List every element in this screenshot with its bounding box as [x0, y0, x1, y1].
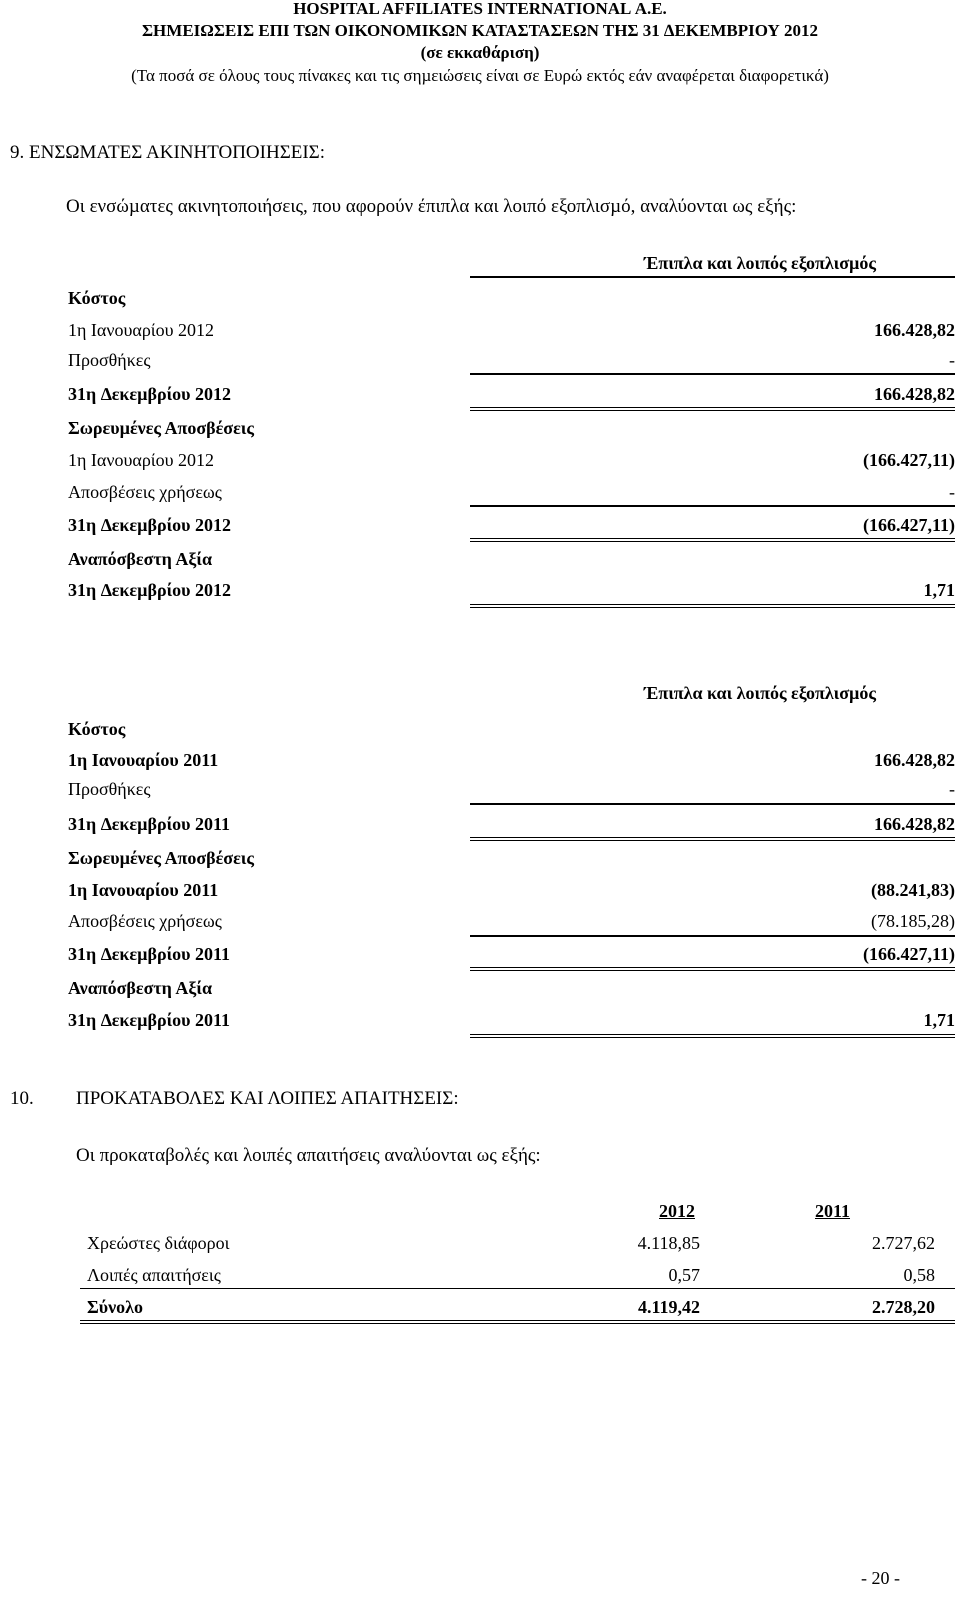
total-label: Σύνολο — [87, 1297, 143, 1317]
row-label: 31η ∆εκεµβρίου 2012 — [68, 384, 232, 404]
value-2011: 0,58 — [903, 1265, 935, 1285]
double-rule-bottom — [470, 541, 955, 542]
row-label: 1η Ιανουαρίου 2012 — [68, 450, 215, 470]
section-10-heading: ΠΡΟΚΑΤΑΒΟΛΕΣ ΚΑΙ ΛΟΙΠΕΣ ΑΠΑΙΤΗΣΕΙΣ: — [76, 1088, 459, 1109]
row-label: Σωρευµένες Αποσβέσεις — [68, 848, 254, 868]
row-value: 166.428,82 — [874, 814, 955, 834]
column-header-2011: 2011 — [814, 1201, 850, 1221]
section-9-intro: Οι ενσώµατες ακινητοποιήσεις, που αφορούν έπιπλα και λοιπό εξοπλισµό, αναλύονται ως εξής: — [66, 196, 797, 217]
column-title: Έπιπλα και λοιπός εξοπλισµός — [643, 253, 877, 273]
row-value: (166.427,11) — [863, 515, 955, 535]
double-rule-top — [470, 604, 955, 605]
double-rule-top — [470, 1034, 955, 1035]
page-number: - 20 - — [861, 1568, 900, 1588]
row-label: 31η ∆εκεµβρίου 2012 — [68, 580, 232, 600]
double-rule-bottom — [80, 1323, 955, 1324]
double-rule-bottom — [470, 410, 955, 411]
row-label: 1η Ιανουαρίου 2011 — [68, 880, 219, 900]
total-2012: 4.119,42 — [637, 1297, 700, 1317]
subtotal-rule — [470, 373, 955, 375]
section-9-heading: 9. ΕΝΣΩΜΑΤΕΣ ΑΚΙΝΗΤΟΠΟΙΗΣΕΙΣ: — [10, 142, 326, 163]
row-label: Αποσβέσεις χρήσεως — [68, 911, 222, 931]
subtotal-rule — [470, 505, 955, 507]
double-rule-bottom — [470, 1037, 955, 1038]
row-label: 1η Ιανουαρίου 2012 — [68, 320, 215, 340]
column-header-2012: 2012 — [659, 1201, 695, 1221]
row-label: Αποσβέσεις χρήσεως — [68, 482, 222, 502]
row-label: 31η ∆εκεµβρίου 2011 — [68, 944, 231, 964]
subtotal-rule — [80, 1288, 955, 1289]
document-title: ΣΗΜΕΙΩΣΕΙΣ ΕΠΙ ΤΩΝ ΟΙΚΟΝΟΜΙΚΩΝ ΚΑΤΑΣΤΑΣΕΩΝ ΤΗΣ 31 ∆ΕΚΕΜΒΡΙΟΥ 2012 — [141, 21, 819, 40]
double-rule-top — [470, 538, 955, 539]
currency-note: (Τα ποσά σε όλους τους πίνακες και τις σηµειώσεις είναι σε Ευρώ εκτός εάν αναφέρεται διαφορετικά) — [131, 66, 829, 85]
double-rule-top — [470, 967, 955, 968]
row-label: Προσθήκες — [68, 779, 151, 799]
double-rule-top — [470, 837, 955, 838]
row-label: Αναπόσβεστη Αξία — [68, 549, 213, 569]
company-name: HOSPITAL AFFILIATES INTERNATIONAL Α.Ε. — [293, 0, 667, 18]
section-10-number: 10. — [10, 1088, 34, 1109]
value-2011: 2.727,62 — [872, 1233, 935, 1253]
value-2012: 0,57 — [668, 1265, 700, 1285]
double-rule-top — [80, 1320, 955, 1321]
row-value: (166.427,11) — [863, 450, 955, 470]
row-value: 166.428,82 — [874, 384, 955, 404]
row-label: Αναπόσβεστη Αξία — [68, 978, 213, 998]
row-value: 1,71 — [923, 580, 955, 600]
section-10-intro: Οι προκαταβολές και λοιπές απαιτήσεις αναλύονται ως εξής: — [76, 1145, 541, 1166]
double-rule-bottom — [470, 970, 955, 971]
row-label: Χρεώστες διάφοροι — [87, 1233, 230, 1253]
row-label: 1η Ιανουαρίου 2011 — [68, 750, 219, 770]
row-label: Σωρευµένες Αποσβέσεις — [68, 418, 254, 438]
row-label: Κόστος — [68, 719, 126, 739]
row-label: 31η ∆εκεµβρίου 2011 — [68, 1010, 231, 1030]
row-value: - — [949, 350, 955, 370]
divider — [470, 276, 955, 278]
liquidation-status: (σε εκκαθάριση) — [420, 43, 540, 62]
row-value: - — [949, 779, 955, 799]
column-title: Έπιπλα και λοιπός εξοπλισµός — [643, 683, 877, 703]
double-rule-bottom — [470, 607, 955, 608]
row-value: (88.241,83) — [871, 880, 955, 900]
double-rule-bottom — [470, 840, 955, 841]
double-rule-top — [470, 407, 955, 408]
row-label: 31η ∆εκεµβρίου 2011 — [68, 814, 231, 834]
row-label: Κόστος — [68, 288, 126, 308]
row-value: (166.427,11) — [863, 944, 955, 964]
row-value: (78.185,28) — [871, 911, 955, 931]
value-2012: 4.118,85 — [637, 1233, 700, 1253]
total-2011: 2.728,20 — [872, 1297, 935, 1317]
row-label: 31η ∆εκεµβρίου 2012 — [68, 515, 232, 535]
row-value: 166.428,82 — [874, 750, 955, 770]
row-value: - — [949, 482, 955, 502]
subtotal-rule — [470, 803, 955, 805]
row-value: 1,71 — [923, 1010, 955, 1030]
row-value: 166.428,82 — [874, 320, 955, 340]
row-label: Λοιπές απαιτήσεις — [87, 1265, 221, 1285]
subtotal-rule — [470, 935, 955, 937]
row-label: Προσθήκες — [68, 350, 151, 370]
